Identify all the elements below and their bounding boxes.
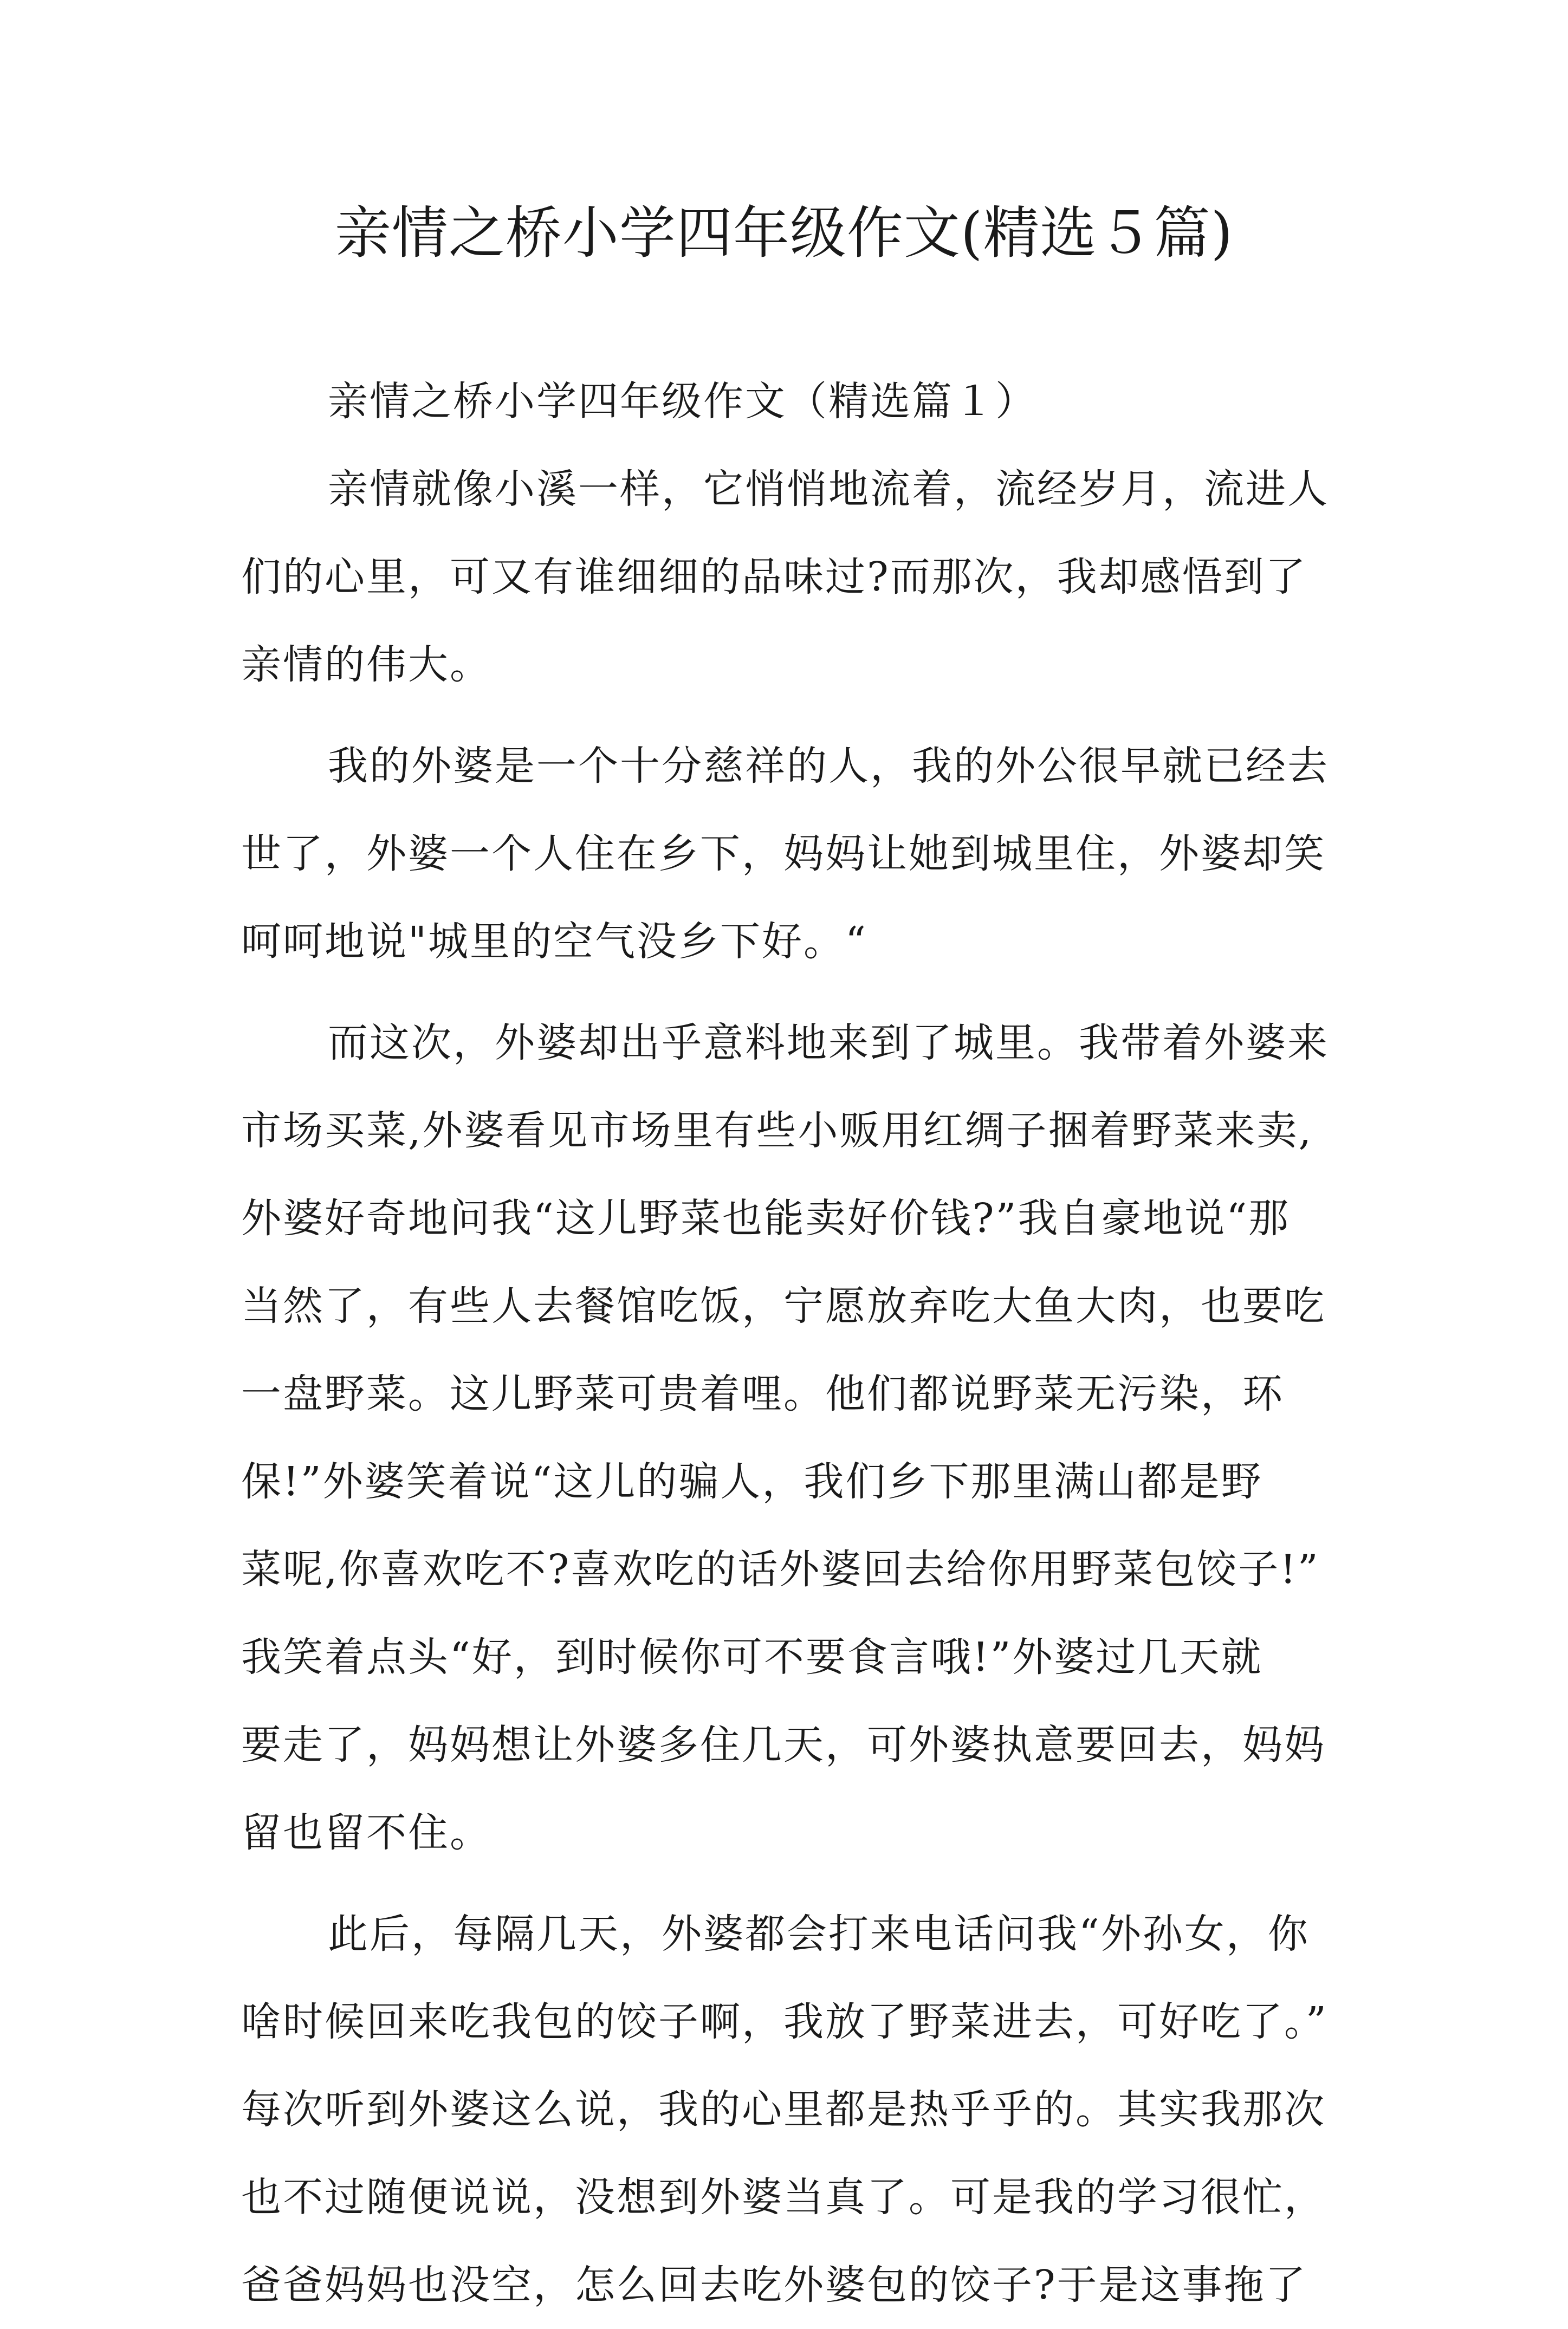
paragraph-line: 此后，每隔几天，外婆都会打来电话问我“外孙女，你	[328, 1911, 1310, 1957]
paragraph-line: 我笑着点头“好，到时候你可不要食言哦!”外婆过几天就	[241, 1634, 1263, 1681]
document-body	[241, 358, 1336, 2329]
paragraph-line: 菜呢,你喜欢吃不?喜欢吃的话外婆回去给你用野菜包饺子!”	[241, 1546, 1320, 1593]
paragraph-line: 留也留不住。	[241, 1809, 491, 1856]
paragraph-line: 也不过随便说说，没想到外婆当真了。可是我的学习很忙，	[241, 2174, 1326, 2221]
paragraph-line: 世了，外婆一个人住在乡下，妈妈让她到城里住，外婆却笑	[241, 831, 1326, 877]
paragraph-line: 亲情就像小溪一样，它悄悄地流着，流经岁月，流进人	[328, 466, 1329, 512]
paragraph-line: 要走了，妈妈想让外婆多住几天，可外婆执意要回去，妈妈	[241, 1722, 1326, 1768]
paragraph-line: 啥时候回来吃我包的饺子啊，我放了野菜进去，可好吃了。”	[241, 1999, 1328, 2045]
paragraph-line: 外婆好奇地问我“这儿野菜也能卖好价钱?”我自豪地说“那	[241, 1195, 1291, 1242]
paragraph-line: 呵呵地说"城里的空气没乡下好。“	[241, 918, 867, 965]
paragraph-2	[241, 722, 1336, 985]
paragraph-line: 亲情的伟大。	[241, 641, 491, 688]
paragraph-line: 保!”外婆笑着说“这儿的骗人，我们乡下那里满山都是野	[241, 1458, 1263, 1505]
paragraph-line: 市场买菜,外婆看见市场里有些小贩用红绸子捆着野菜来卖,	[241, 1107, 1313, 1154]
paragraph-line: 当然了，有些人去餐馆吃饭，宁愿放弃吃大鱼大肉，也要吃	[241, 1283, 1326, 1329]
paragraph-line: 我的外婆是一个十分慈祥的人，我的外公很早就已经去	[328, 743, 1329, 789]
paragraph-line: 每次听到外婆这么说，我的心里都是热乎乎的。其实我那次	[241, 2086, 1326, 2133]
document-title: 亲情之桥小学四年级作文(精选５篇)	[334, 200, 1234, 266]
paragraph-line: 爸爸妈妈也没空，怎么回去吃外婆包的饺子?于是这事拖了	[241, 2262, 1307, 2308]
paragraph-1	[241, 445, 1336, 709]
paragraph-line: 而这次，外婆却出乎意料地来到了城里。我带着外婆来	[328, 1020, 1329, 1066]
section-heading: 亲情之桥小学四年级作文（精选篇１）	[328, 378, 1037, 425]
paragraph-line: 一盘野菜。这儿野菜可贵着哩。他们都说野菜无污染，环	[241, 1371, 1284, 1417]
paragraph-line: 们的心里，可又有谁细细的品味过?而那次，我却感悟到了	[241, 554, 1307, 600]
paragraph-4	[241, 1890, 1336, 2329]
paragraph-3	[241, 999, 1336, 1877]
